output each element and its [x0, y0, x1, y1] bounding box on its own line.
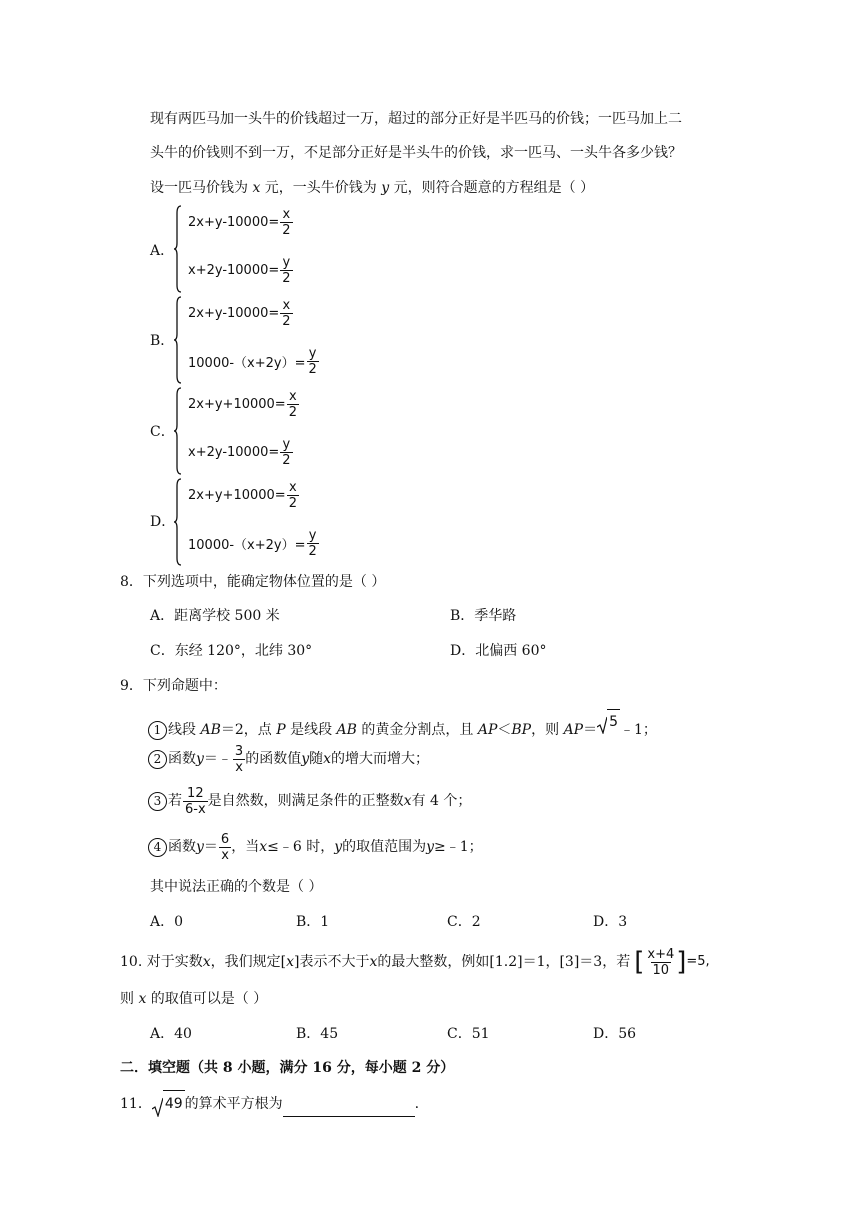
sqrt-symbol: 49 — [152, 1090, 185, 1117]
brace-icon — [174, 478, 182, 566]
q9-option-d[interactable]: D．3 — [593, 914, 628, 930]
q9-statement-2: 2 函数 y ＝﹣ $\frac{3}{x}$ 的函数值 y 随 x 的增大而增大； — [148, 742, 429, 776]
brace-icon — [174, 205, 182, 293]
q8-option-b[interactable]: B．季华路 — [450, 608, 517, 624]
q7-option-b-system[interactable]: 2x+y-10000= $\frac{x}{2}$ 10000-（x+2y）= $\frac{y}{2}$ — [174, 296, 334, 384]
q8-option-a[interactable]: A．距离学校 500 米 — [150, 608, 280, 624]
q9-stem: 9．下列命题中： — [120, 678, 227, 694]
q10-option-a[interactable]: A．40 — [150, 1026, 192, 1042]
q7-option-b-label[interactable]: B． — [150, 333, 175, 349]
q9-option-b[interactable]: B．1 — [296, 914, 330, 930]
q9-option-a[interactable]: A．0 — [150, 914, 184, 930]
q9-statement-3: 3 若 $\frac{12}{6-x}$ 是自然数，则满足条件的正整数 x 有 4 个； — [148, 784, 471, 818]
radical-icon — [597, 716, 607, 734]
brace-icon — [174, 387, 182, 475]
q7-option-c-system[interactable]: 2x+y+10000= $\frac{x}{2}$ x+2y-10000= $\frac{y}{2}$ — [174, 387, 314, 475]
circled-number-icon: 3 — [148, 792, 167, 811]
radical-icon — [152, 1097, 163, 1117]
sqrt-symbol: 5 — [597, 709, 620, 734]
circled-number-icon: 1 — [148, 721, 167, 740]
q8-option-d[interactable]: D．北偏西 60° — [450, 643, 547, 659]
floor-bracket: [ $\frac{x+4}{10}$ ] — [634, 946, 687, 978]
q9-statement-4: 4 函数 y ＝ $\frac{6}{x}$ ，当 x ≤﹣6 时， y 的取值范围为 y ≥﹣1； — [148, 830, 483, 864]
q7-option-c-label[interactable]: C． — [150, 424, 175, 440]
q7-option-d-label[interactable]: D． — [150, 514, 176, 530]
circled-number-icon: 4 — [148, 838, 167, 857]
answer-blank[interactable] — [283, 1102, 415, 1117]
q9-statement-1: 1 线段 AB＝2，点 P 是线段 AB 的黄金分割点，且 AP＜BP，则 AP＝ 5 ﹣1； — [148, 709, 657, 742]
circled-number-icon: 2 — [148, 750, 167, 769]
q8-stem: 8．下列选项中，能确定物体位置的是（ ） — [120, 574, 386, 590]
q10-stem-line2: 则 x 的取值可以是（ ） — [120, 991, 268, 1007]
q9-option-c[interactable]: C．2 — [447, 914, 481, 930]
q7-option-d-system[interactable]: 2x+y+10000= $\frac{x}{2}$ 10000-（x+2y）= $\frac{y}{2}$ — [174, 478, 334, 566]
q10-option-c[interactable]: C．51 — [447, 1026, 490, 1042]
q8-option-c[interactable]: C．东经 120°，北纬 30° — [150, 643, 313, 659]
q7-option-a-system[interactable]: 2x+y-10000= $\frac{x}{2}$ x+2y-10000= $\frac{y}{2}$ — [174, 205, 314, 293]
q11-stem: 11． 49 的算术平方根为 . — [120, 1090, 419, 1117]
q7-text-line3: 设一匹马价钱为 x 元，一头牛价钱为 y 元，则符合题意的方程组是（ ） — [150, 180, 595, 196]
q10-option-b[interactable]: B．45 — [296, 1026, 339, 1042]
q7-option-a-label[interactable]: A． — [150, 243, 175, 259]
q9-conclusion: 其中说法正确的个数是（ ） — [150, 879, 323, 895]
brace-icon — [174, 296, 182, 384]
q10-option-d[interactable]: D．56 — [593, 1026, 637, 1042]
section-heading-fill-in: 二．填空题（共 8 小题，满分 16 分，每小题 2 分） — [120, 1060, 455, 1076]
q7-text-line2: 头牛的价钱则不到一万，不足部分正好是半头牛的价钱，求一匹马、一头牛各多少钱？ — [150, 145, 682, 161]
q7-text-line1: 现有两匹马加一头牛的价钱超过一万，超过的部分正好是半匹马的价钱；一匹马加上二 — [150, 111, 682, 127]
q10-stem-line1: 10. 对于实数 x ，我们规定[ x ]表示不大于 x 的最大整数，例如[1.2]＝1，[3]＝3，若 [ $\frac{x+4}{10}$ ] =5, — [120, 946, 710, 978]
